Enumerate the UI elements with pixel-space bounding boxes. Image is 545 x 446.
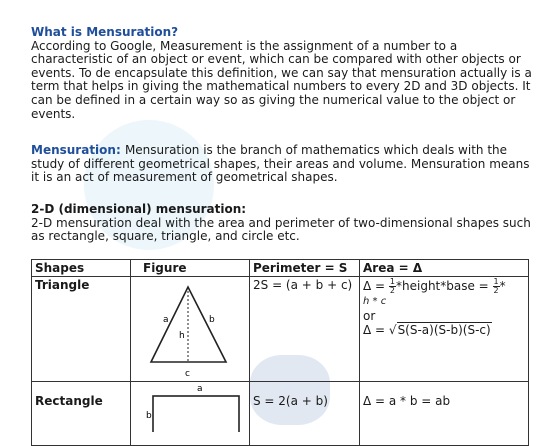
label-rect-b: b	[146, 411, 152, 421]
header-figure: Figure	[131, 260, 250, 277]
definition-term: Mensuration:	[31, 143, 125, 157]
two-d-section	[31, 203, 536, 244]
intro-section	[31, 26, 536, 121]
subsection-title: 2-D (dimensional) mensuration:	[31, 202, 247, 216]
mensuration-definition	[31, 144, 536, 185]
section-title: What is Mensuration?	[31, 25, 179, 39]
area-triangle-or: or	[363, 309, 376, 323]
shape-name-triangle: Triangle	[35, 278, 90, 292]
fraction-half-2: $\frac{1}{2}$	[493, 277, 499, 295]
area-cell-triangle	[360, 277, 529, 382]
figure-cell-rectangle	[131, 382, 250, 446]
header-shapes: Shapes	[32, 260, 131, 277]
area-triangle-heron: Δ = √S(S-a)(S-b)(S-c)	[363, 323, 491, 337]
area-triangle-line2: h * c	[363, 296, 387, 307]
area-rectangle: Δ = a * b = ab	[360, 382, 529, 446]
two-d-paragraph: 2-D mensuration deal with the area and perimeter of two-dimensional shapes such as rectangle, square, triangle, and circle etc.	[31, 215, 531, 244]
label-height-h: h	[179, 331, 185, 341]
label-side-b: b	[209, 315, 215, 325]
figure-cell-triangle	[131, 277, 250, 382]
perimeter-rectangle: S = 2(a + b)	[250, 382, 360, 446]
header-area: Area = Δ	[360, 260, 529, 277]
fraction-half: $\frac{1}{2}$	[389, 277, 395, 295]
definition-text: Mensuration is the branch of mathematics which deals with the study of different geometrical shapes, their areas and volume. Mensuration means it is an act of measurement of geometrical shapes.	[31, 143, 530, 185]
triangle-figure	[131, 277, 250, 378]
rectangle-figure	[131, 382, 250, 432]
sqrt-icon: √	[388, 323, 397, 337]
perimeter-triangle: 2S = (a + b + c)	[250, 277, 360, 382]
shape-name-rectangle: Rectangle	[35, 394, 103, 408]
table-row-rectangle	[32, 382, 529, 446]
mensuration-table	[31, 259, 529, 446]
header-perimeter: Perimeter = S	[250, 260, 360, 277]
intro-paragraph: According to Google, Measurement is the assignment of a number to a characteristic of an object or event, which can be compared with other objects or events. To de encapsulate this definition, we can say that mensuration actually is a term that helps in giving the mathematical numbers to every 2D and 3D objects. It can be defined in a certain way so as giving the numerical value to the object or events.	[31, 38, 532, 121]
area-triangle-line1: Δ = $\frac{1}{2}$ *height*base = $\frac{1}{2}$ *	[363, 277, 506, 295]
table-row-triangle	[32, 277, 529, 382]
table-header-row	[32, 260, 529, 277]
label-side-a: a	[163, 315, 169, 325]
label-side-c: c	[185, 369, 190, 378]
label-rect-a: a	[197, 384, 203, 394]
